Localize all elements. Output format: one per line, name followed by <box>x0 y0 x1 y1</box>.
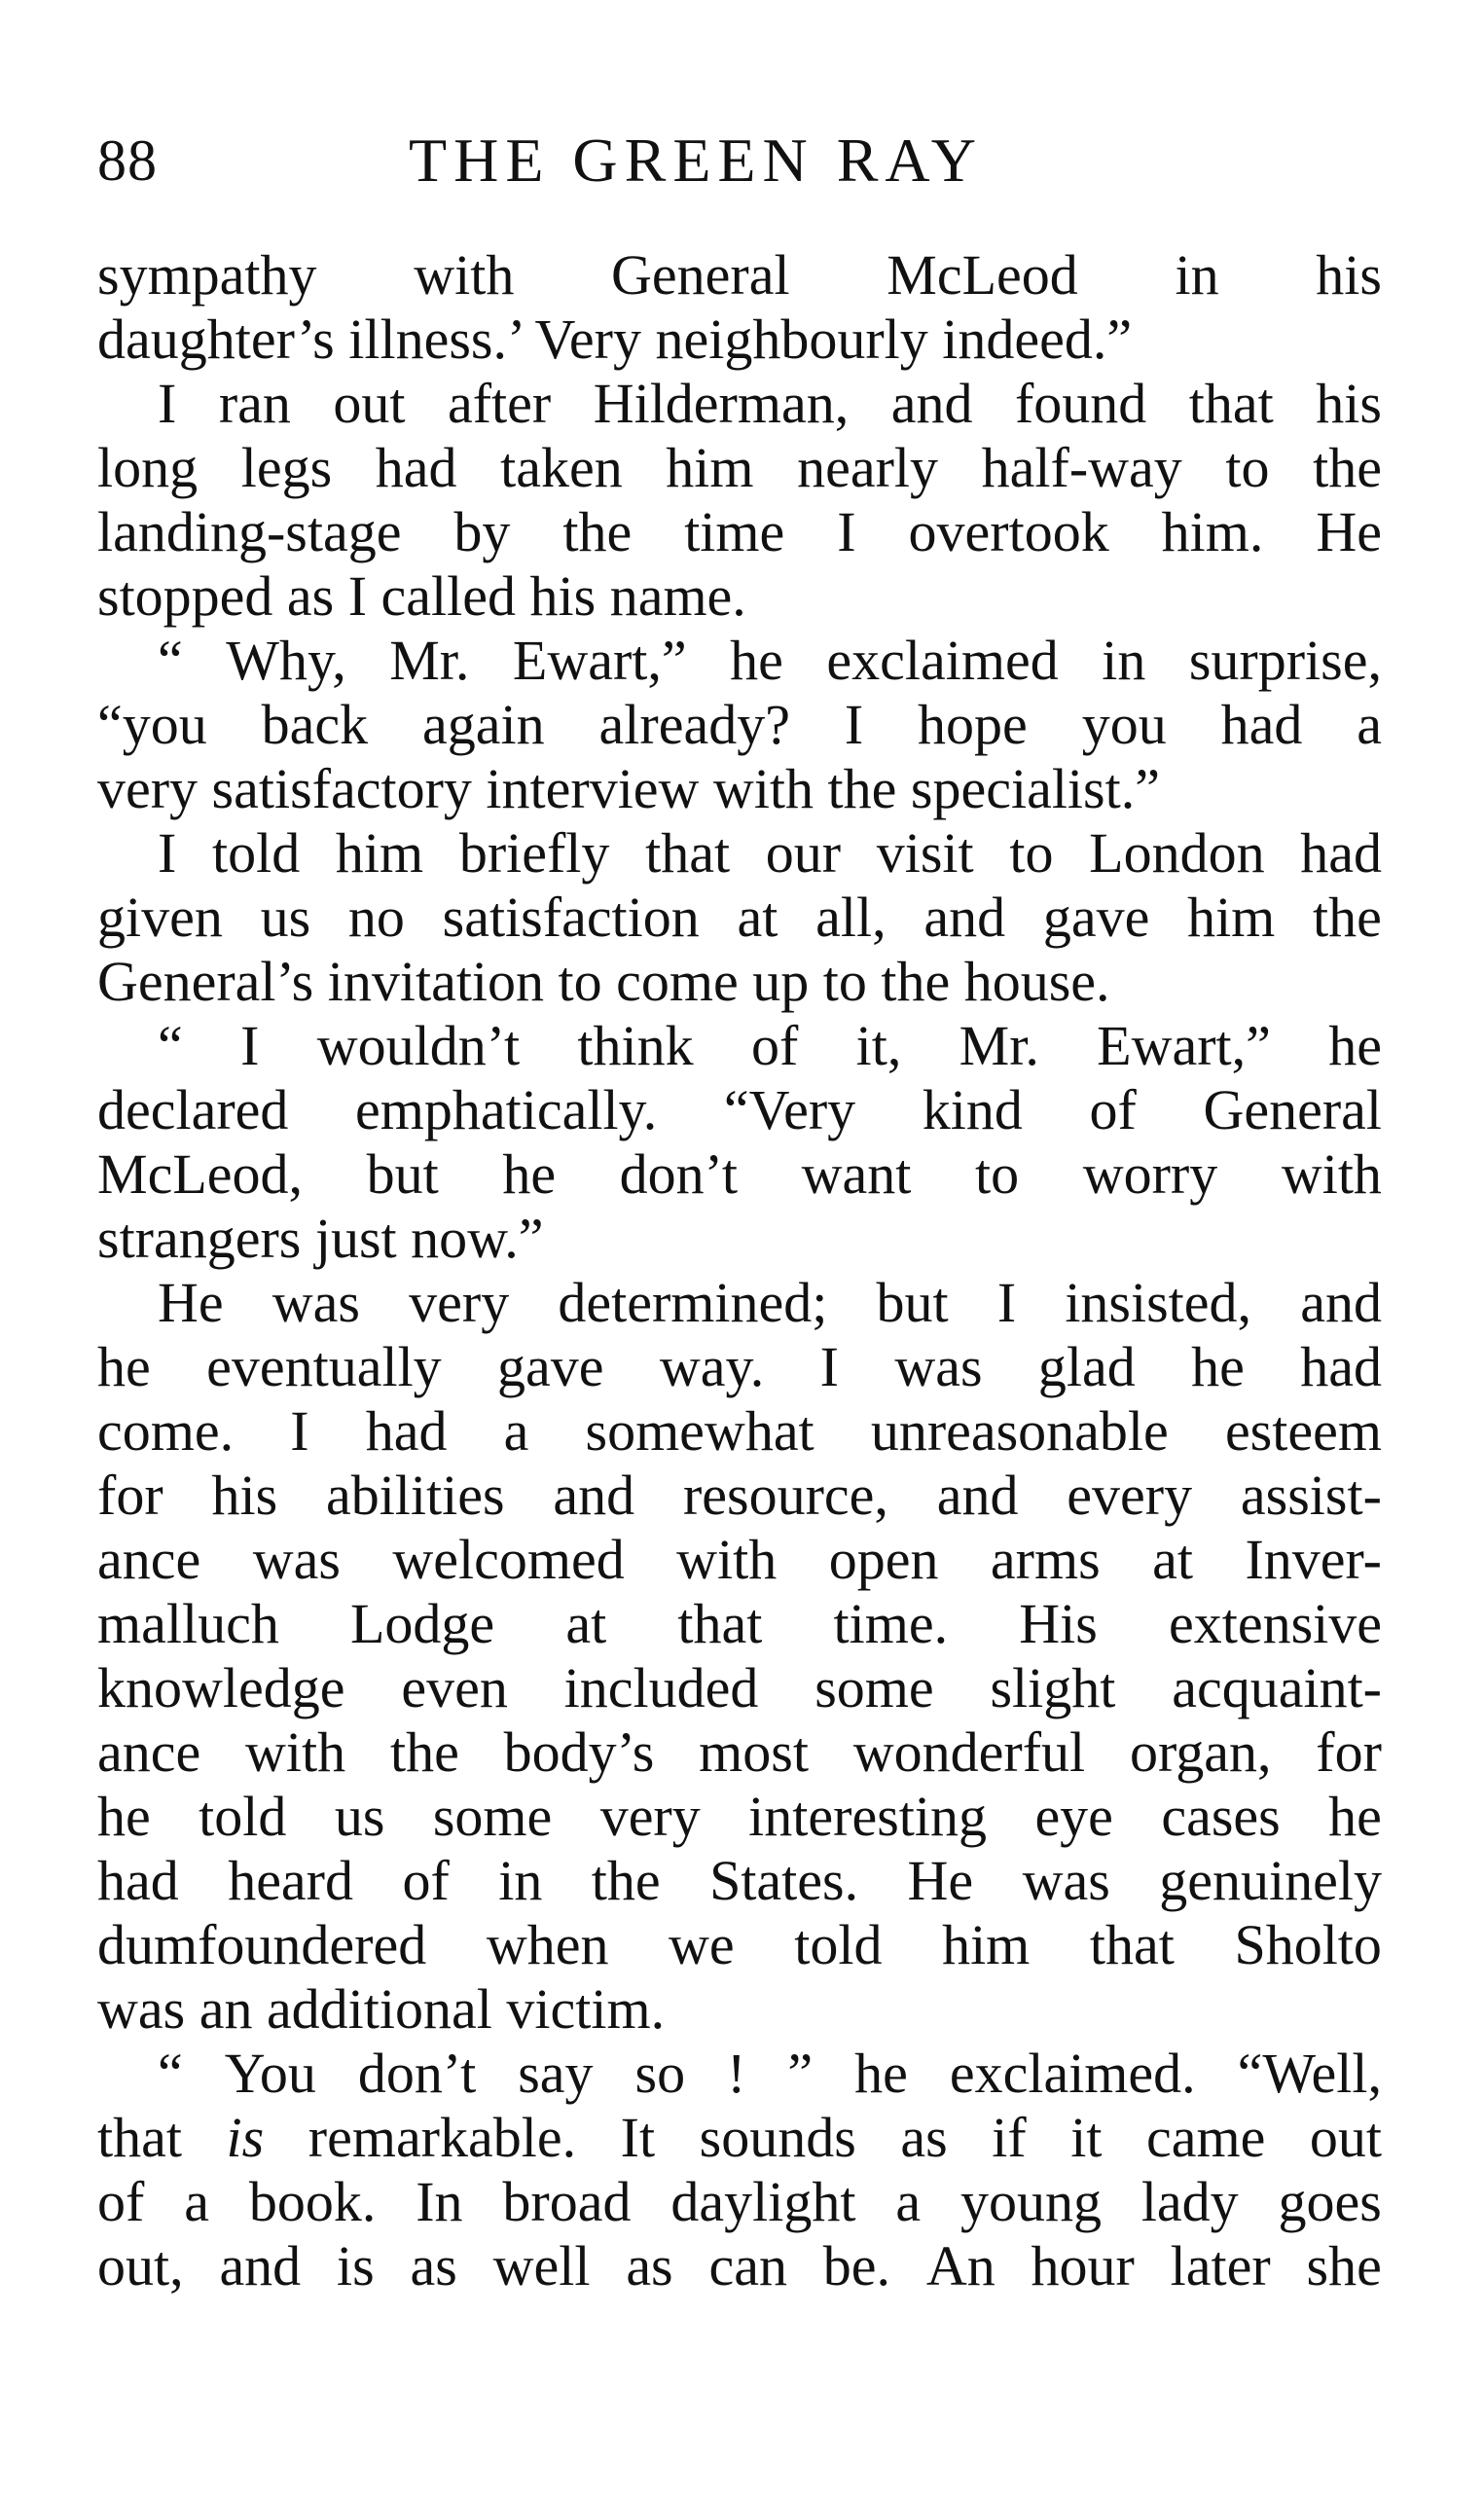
word: later <box>1170 2234 1271 2297</box>
word: he <box>1328 1014 1382 1077</box>
word: had <box>1220 693 1303 756</box>
word: told <box>212 821 301 885</box>
text-line <box>97 436 1382 500</box>
word: gave <box>497 1335 604 1398</box>
word: back <box>261 693 369 756</box>
word: He <box>1316 500 1382 563</box>
word: to <box>1225 436 1270 499</box>
word: that <box>645 821 731 885</box>
word: the <box>1313 436 1382 499</box>
word: to <box>1009 821 1054 885</box>
word: I <box>240 1014 260 1077</box>
running-title: THE GREEN RAY <box>409 126 983 195</box>
word: London <box>1089 821 1265 885</box>
word: and <box>923 886 1006 949</box>
word: him <box>1187 886 1276 949</box>
word: given <box>97 886 223 949</box>
word: be. <box>822 2234 891 2297</box>
word: I <box>158 372 177 435</box>
word: time. <box>833 1592 949 1655</box>
word: the <box>591 1849 661 1912</box>
word: told <box>199 1785 287 1848</box>
word: he <box>1328 1785 1382 1848</box>
word: with <box>245 1720 346 1784</box>
text-line <box>97 821 1382 886</box>
word: was <box>252 1528 341 1591</box>
text-line <box>97 693 1382 757</box>
word: him. <box>1161 500 1264 563</box>
word: visit <box>876 821 974 885</box>
word: Hilderman, <box>593 372 850 435</box>
word: genuinely <box>1159 1849 1382 1912</box>
word: He <box>907 1849 974 1912</box>
word: slight <box>990 1656 1116 1719</box>
text-line <box>97 1720 1382 1785</box>
word: out <box>333 372 406 435</box>
word: had <box>375 436 457 499</box>
word: don’t <box>357 2042 477 2105</box>
word: McLeod, <box>97 1142 303 1206</box>
word: Mr. <box>959 1014 1039 1077</box>
word: came <box>1145 2106 1266 2169</box>
word: every <box>1067 1464 1193 1527</box>
word: a <box>1357 693 1382 756</box>
word: with <box>676 1528 778 1591</box>
text-line <box>97 1014 1382 1078</box>
word: is <box>337 2234 375 2297</box>
text-line <box>97 950 1382 1014</box>
word: heard <box>228 1849 353 1912</box>
word: stopped as I called his name. <box>97 564 746 628</box>
text-line <box>97 1207 1382 1271</box>
page-number: 88 <box>97 128 158 193</box>
text-line <box>97 2170 1382 2234</box>
word: our <box>765 821 842 885</box>
word: half-way <box>981 436 1182 499</box>
word: out <box>1309 2106 1382 2169</box>
word: of <box>97 2170 145 2233</box>
word: a <box>895 2170 922 2233</box>
word: he <box>854 2042 908 2105</box>
word: most <box>699 1720 809 1784</box>
word: eye <box>1034 1785 1113 1848</box>
word: don’t <box>619 1142 739 1206</box>
word: he <box>97 1335 151 1398</box>
word: in <box>1102 629 1146 692</box>
word: told <box>794 1913 883 1976</box>
word: as <box>410 2234 457 2297</box>
word: again <box>422 693 545 756</box>
word: want <box>801 1142 912 1206</box>
word: insisted, <box>1065 1271 1252 1334</box>
word: knowledge <box>97 1656 345 1719</box>
word: very satisfactory interview with the specialist.” <box>97 757 1160 820</box>
word: “you <box>97 693 207 756</box>
word: “ <box>158 2042 183 2105</box>
word: was <box>894 1335 983 1398</box>
word: he <box>97 1785 151 1848</box>
word: taken <box>500 436 623 499</box>
word: An <box>925 2234 995 2297</box>
word: his <box>1316 243 1382 307</box>
word: I <box>837 500 856 563</box>
word: I <box>290 1399 309 1463</box>
word: it, <box>855 1014 902 1077</box>
word: young <box>959 2170 1102 2233</box>
word: You <box>224 2042 316 2105</box>
text-line <box>97 564 1382 629</box>
word: at <box>565 1592 607 1655</box>
word: welcomed <box>392 1528 625 1591</box>
word: come. <box>97 1399 235 1463</box>
word: daughter’s illness.’ Very neighbourly indeed.” <box>97 307 1133 371</box>
word: very <box>409 1271 510 1334</box>
word: ran <box>218 372 291 435</box>
word: of <box>750 1014 799 1077</box>
text-line <box>97 2042 1382 2106</box>
word: we <box>669 1913 735 1976</box>
text-line <box>97 1785 1382 1849</box>
word: way. <box>659 1335 765 1398</box>
word: in <box>1175 243 1219 307</box>
text-line <box>97 629 1382 693</box>
word: I <box>819 1335 839 1398</box>
word: can <box>708 2234 787 2297</box>
word: the <box>1313 886 1382 949</box>
word: States. <box>709 1849 859 1912</box>
word: when <box>486 1913 609 1976</box>
word: he <box>1191 1335 1245 1398</box>
word: had <box>365 1399 448 1463</box>
word: very <box>599 1785 701 1848</box>
word: by <box>453 500 511 563</box>
word: had <box>1300 1335 1382 1398</box>
word: it <box>1070 2106 1103 2169</box>
text-line <box>97 1335 1382 1399</box>
word: somewhat <box>585 1399 814 1463</box>
word: exclaimed. <box>949 2042 1196 2105</box>
word: assist- <box>1240 1464 1382 1527</box>
word: I <box>996 1271 1017 1334</box>
word: so <box>634 2042 686 2105</box>
text-line <box>97 1271 1382 1335</box>
word: for <box>97 1464 163 1527</box>
word: a <box>503 1399 529 1463</box>
word: organ, <box>1129 1720 1272 1784</box>
word: that <box>1089 1913 1175 1976</box>
word: at <box>737 886 778 949</box>
word: ” <box>787 2042 814 2105</box>
word: esteem <box>1224 1399 1382 1463</box>
word: out, <box>97 2234 184 2297</box>
word: General <box>611 243 790 307</box>
word: all, <box>815 886 887 949</box>
word: Inver- <box>1245 1528 1382 1591</box>
word: had <box>97 1849 179 1912</box>
word: “ <box>158 629 183 692</box>
word: Sholto <box>1234 1913 1382 1976</box>
word: no <box>347 886 405 949</box>
text-line <box>97 1656 1382 1720</box>
word: he <box>730 629 783 692</box>
word: for <box>1316 1720 1382 1784</box>
word: included <box>563 1656 759 1719</box>
word: she <box>1306 2234 1382 2297</box>
text-line <box>97 1913 1382 1977</box>
word: exclaimed <box>826 629 1059 692</box>
word: resource, <box>682 1464 888 1527</box>
word: after <box>447 372 552 435</box>
text-line <box>97 1142 1382 1207</box>
word: cases <box>1161 1785 1281 1848</box>
word: McLeod <box>887 243 1078 307</box>
text-line <box>97 243 1382 307</box>
word: he <box>502 1142 557 1206</box>
word: It <box>620 2106 656 2169</box>
word: Ewart,” <box>1097 1014 1271 1077</box>
word: but <box>876 1271 949 1334</box>
word: goes <box>1278 2170 1382 2233</box>
word: satisfaction <box>442 886 700 949</box>
word: of <box>402 1849 450 1912</box>
word: at <box>1152 1528 1193 1591</box>
word: hour <box>1031 2234 1135 2297</box>
word: broad <box>502 2170 632 2233</box>
word: the <box>389 1720 459 1784</box>
word: some <box>432 1785 553 1848</box>
word: is <box>226 2106 265 2169</box>
text-line <box>97 1592 1382 1656</box>
word: I <box>158 821 177 885</box>
text-line <box>97 2106 1382 2170</box>
word: ance <box>97 1720 201 1784</box>
word: “Well, <box>1237 2042 1382 2105</box>
word: a <box>184 2170 209 2233</box>
word: determined; <box>558 1271 828 1334</box>
body-text <box>97 243 1382 2298</box>
word: “Very <box>723 1078 856 1141</box>
word: ! <box>727 2042 746 2105</box>
word: kind <box>922 1078 1023 1141</box>
word: of <box>1089 1078 1137 1141</box>
word: with <box>414 243 515 307</box>
word: emphatically. <box>355 1078 658 1141</box>
word: and <box>1300 1271 1382 1334</box>
word: hope <box>918 693 1028 756</box>
word: daylight <box>670 2170 856 2233</box>
word: in <box>498 1849 543 1912</box>
word: as <box>900 2106 948 2169</box>
word: already? <box>598 693 790 756</box>
word: to <box>974 1142 1020 1206</box>
word: the <box>562 500 633 563</box>
word: abilities <box>325 1464 505 1527</box>
word: acquaint- <box>1172 1656 1382 1719</box>
word: interesting <box>748 1785 988 1848</box>
word: Lodge <box>350 1592 495 1655</box>
word: and <box>936 1464 1019 1527</box>
word: He <box>158 1271 224 1334</box>
word: briefly <box>458 821 610 885</box>
word: his <box>211 1464 278 1527</box>
word: think <box>577 1014 694 1077</box>
word: him <box>335 821 424 885</box>
word: Why, <box>226 629 346 692</box>
word: nearly <box>797 436 939 499</box>
word: arms <box>990 1528 1101 1591</box>
word: surprise, <box>1188 629 1382 692</box>
word: dumfoundered <box>97 1913 427 1976</box>
word: found <box>1014 372 1147 435</box>
word: “ <box>158 1014 183 1077</box>
word: and <box>890 372 973 435</box>
word: book. <box>248 2170 377 2233</box>
word: General’s invitation to come up to the house. <box>97 950 1110 1013</box>
word: but <box>366 1142 439 1206</box>
word: open <box>828 1528 939 1591</box>
text-line <box>97 1977 1382 2042</box>
word: body’s <box>503 1720 655 1784</box>
word: with <box>1281 1142 1382 1206</box>
word: worry <box>1082 1142 1218 1206</box>
word: In <box>416 2170 463 2233</box>
word: sounds <box>699 2106 856 2169</box>
word: us <box>260 886 311 949</box>
word: landing-stage <box>97 500 402 563</box>
word: and <box>219 2234 302 2297</box>
text-line <box>97 1528 1382 1592</box>
word: wouldn’t <box>316 1014 521 1077</box>
text-line <box>97 307 1382 372</box>
word: strangers just now.” <box>97 1207 544 1270</box>
word: you <box>1081 693 1167 756</box>
word: malluch <box>97 1592 279 1655</box>
word: wonderful <box>852 1720 1086 1784</box>
word: lady <box>1140 2170 1239 2233</box>
word: if <box>992 2106 1027 2169</box>
word: eventually <box>206 1335 442 1398</box>
word: I <box>844 693 864 756</box>
word: some <box>814 1656 934 1719</box>
word: extensive <box>1168 1592 1382 1655</box>
word: glad <box>1037 1335 1136 1398</box>
word: remarkable. <box>308 2106 577 2169</box>
word: Mr. <box>389 629 470 692</box>
text-line <box>97 2234 1382 2298</box>
word: overtook <box>908 500 1109 563</box>
word: time <box>684 500 785 563</box>
word: that <box>677 1592 763 1655</box>
page-header <box>97 117 1382 204</box>
word: gave <box>1042 886 1150 949</box>
text-line <box>97 1399 1382 1464</box>
word: that <box>1188 372 1274 435</box>
text-line <box>97 886 1382 950</box>
word: sympathy <box>97 243 317 307</box>
word: His <box>1019 1592 1098 1655</box>
word: Ewart,” <box>512 629 687 692</box>
word: was <box>271 1271 360 1334</box>
text-line <box>97 1464 1382 1528</box>
word: as <box>626 2234 673 2297</box>
word: legs <box>240 436 333 499</box>
text-line <box>97 372 1382 436</box>
text-line <box>97 500 1382 564</box>
word: had <box>1300 821 1382 885</box>
word: us <box>334 1785 385 1848</box>
word: well <box>492 2234 591 2297</box>
text-line <box>97 757 1382 821</box>
word: and <box>553 1464 635 1527</box>
word: that <box>97 2106 182 2169</box>
word: his <box>1316 372 1382 435</box>
text-line <box>97 1849 1382 1913</box>
text-line <box>97 1078 1382 1142</box>
word: say <box>518 2042 594 2105</box>
word: him <box>666 436 754 499</box>
word: him <box>942 1913 1031 1976</box>
word: declared <box>97 1078 289 1141</box>
word: ance <box>97 1528 201 1591</box>
word: was an additional victim. <box>97 1977 666 2041</box>
word: long <box>97 436 199 499</box>
word: was <box>1022 1849 1110 1912</box>
word: even <box>401 1656 508 1719</box>
word: General <box>1203 1078 1382 1141</box>
word: unreasonable <box>870 1399 1169 1463</box>
